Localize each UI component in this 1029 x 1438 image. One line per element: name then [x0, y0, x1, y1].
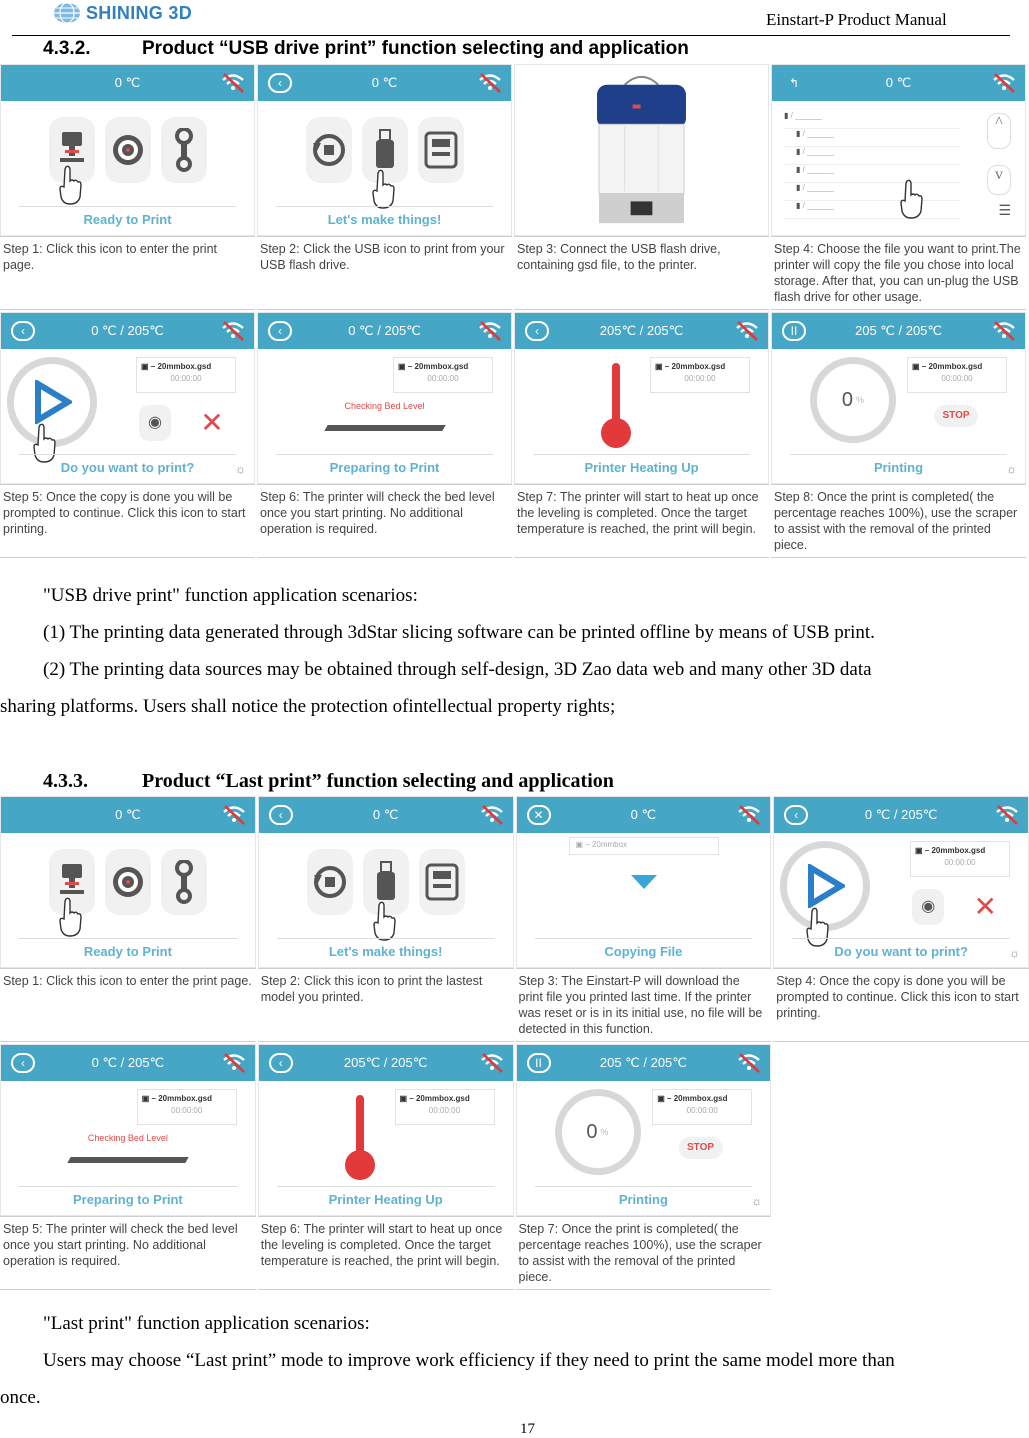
pointer-hand-icon — [31, 423, 57, 463]
wifi-off-icon — [220, 319, 246, 343]
download-arrow-icon — [629, 873, 659, 891]
usb-scenario-2-cont: sharing platforms. Users shall notice the protection ofintellectual property rights; — [0, 696, 616, 717]
usb-scenario-1: (1) The printing data generated through 3dStar slicing software can be printed offline by means of USB print. — [43, 622, 875, 643]
back-button[interactable]: ‹ — [11, 321, 35, 341]
section-title: Product “Last print” function selecting and application — [142, 770, 614, 792]
wifi-off-icon — [221, 803, 247, 827]
file-info-box: ▣ – 20mmbox.gsd 00:00:00 — [136, 357, 236, 393]
step-caption: Step 1: Click this icon to enter the print page. — [0, 968, 256, 1042]
pointer-hand-icon — [371, 901, 397, 941]
temperature-readout: 205 ℃ / 205℃ — [854, 323, 943, 338]
step-caption: Step 4: Choose the file you want to print.The printer will copy the file you chose into local storage. After that, you can un-plug the USB flash drive for other usage. — [771, 236, 1026, 310]
status-bar — [259, 797, 513, 833]
progress-ring: 0 % — [555, 1089, 641, 1175]
file-info-box: ▣ – 20mmbox.gsd 00:00:00 — [395, 1089, 495, 1125]
label-divider — [533, 454, 750, 455]
temperature-readout: 0 ℃ — [115, 807, 141, 822]
label-divider — [535, 1186, 753, 1187]
wifi-off-icon — [221, 1051, 247, 1075]
temperature-readout: 0 ℃ / 205℃ — [864, 807, 938, 822]
back-button[interactable]: ‹ — [269, 805, 293, 825]
pointer-hand-icon — [804, 907, 830, 947]
temperature-readout: 0 ℃ — [372, 807, 399, 822]
temperature-readout: 205℃ / 205℃ — [343, 1055, 428, 1070]
file-info-box: ▣ – 20mmbox.gsd 00:00:00 — [652, 1089, 752, 1125]
scroll-up-icon[interactable]: ^ — [987, 113, 1011, 149]
status-bar — [259, 1045, 513, 1081]
wifi-off-icon — [991, 319, 1017, 343]
settings-icon[interactable]: ☼ — [751, 1194, 763, 1208]
progress-value: 0 — [586, 1120, 598, 1143]
wifi-off-icon — [991, 71, 1017, 95]
printer-screen — [514, 312, 769, 484]
cancel-icon[interactable]: ✕ — [973, 891, 997, 922]
printer-photo — [515, 65, 768, 235]
stop-button[interactable]: STOP — [934, 405, 978, 427]
step-cell — [773, 796, 1029, 1042]
list-item[interactable]: ▮ / ______ — [784, 183, 960, 201]
checking-bed-level: Checking Bed Level — [87, 1133, 168, 1143]
wifi-off-icon — [479, 803, 505, 827]
label-divider — [277, 938, 495, 939]
usb-scenario-2: (2) The printing data sources may be obtained through self-design, 3D Zao data web and many other 3D data — [43, 659, 872, 680]
header-divider — [12, 35, 1010, 36]
list-item[interactable]: ▮ / ______ — [784, 111, 960, 129]
step-cell — [0, 312, 255, 558]
temperature-readout: 0 ℃ / 205℃ — [91, 323, 164, 338]
local-storage-icon[interactable] — [418, 117, 464, 183]
filament-icon[interactable] — [105, 117, 151, 183]
step-cell — [771, 64, 1026, 310]
usb-scenarios-heading: "USB drive print" function application scenarios: — [43, 585, 418, 606]
settings-icon[interactable]: ☼ — [1006, 462, 1017, 476]
step-cell — [0, 796, 256, 1042]
stop-button[interactable]: STOP — [679, 1137, 723, 1159]
printer-screen — [257, 312, 512, 484]
step-cell — [258, 1044, 514, 1290]
pause-button[interactable]: II — [782, 321, 806, 341]
wifi-off-icon — [736, 803, 762, 827]
status-bar — [772, 65, 1025, 101]
printer-screen — [258, 796, 514, 968]
settings-icon[interactable]: ☼ — [1009, 946, 1020, 960]
status-bar — [774, 797, 1028, 833]
step-cell — [516, 796, 772, 1042]
status-bar — [258, 313, 511, 349]
printer-screen — [771, 312, 1026, 484]
last-scenario-text: Users may choose “Last print” mode to improve work efficiency if they need to print the same model more than — [43, 1350, 895, 1371]
temperature-readout: 205℃ / 205℃ — [599, 323, 684, 338]
last-scenarios-heading: "Last print" function application scenarios: — [43, 1313, 370, 1334]
label-divider — [276, 206, 493, 207]
pointer-hand-icon — [370, 169, 396, 209]
printer-screen — [257, 64, 512, 236]
last-print-icon[interactable] — [307, 849, 353, 915]
return-icon[interactable]: ↰ — [788, 76, 800, 90]
screen-label: Ready to Print — [83, 212, 172, 227]
back-button[interactable]: ‹ — [268, 321, 292, 341]
printer-screen — [0, 1044, 256, 1216]
sort-icon[interactable]: ☰ — [998, 204, 1011, 219]
pointer-hand-icon — [898, 179, 924, 219]
temperature-readout: 0 ℃ — [885, 75, 912, 90]
wifi-off-icon — [479, 1051, 505, 1075]
label-divider — [276, 454, 493, 455]
close-button[interactable]: ✕ — [527, 805, 551, 825]
status-bar — [258, 65, 511, 101]
screen-label: Printer Heating Up — [328, 1192, 443, 1207]
screen-label: Let's make things! — [327, 212, 442, 227]
file-info-box: ▣ – 20mmbox — [569, 837, 719, 855]
scroll-down-icon[interactable]: v — [987, 165, 1011, 195]
screen-label: Preparing to Print — [72, 1192, 183, 1207]
checking-bed-level: Checking Bed Level — [344, 401, 425, 411]
step-caption: Step 3: Connect the USB flash drive, containing gsd file, to the printer. — [514, 236, 769, 310]
printer-screen — [0, 312, 255, 484]
step-caption: Step 5: The printer will check the bed level once you start printing. No additional operation is required. — [0, 1216, 256, 1290]
screen-label: Printing — [873, 460, 924, 475]
temperature-readout: 0 ℃ — [630, 807, 657, 822]
file-info-box: ▣ – 20mmbox.gsd 00:00:00 — [137, 1089, 237, 1125]
step-cell — [514, 64, 769, 310]
label-divider — [535, 938, 753, 939]
back-button[interactable]: ‹ — [525, 321, 549, 341]
step-caption: Step 5: Once the copy is done you will be prompted to continue. Click this icon to start printing. — [0, 484, 255, 558]
file-info-box: ▣ – 20mmbox.gsd 00:00:00 — [650, 357, 750, 393]
globe-icon — [52, 1, 82, 25]
status-bar — [517, 797, 771, 833]
pause-button[interactable]: II — [527, 1053, 551, 1073]
status-bar — [517, 1045, 771, 1081]
status-bar — [1, 313, 254, 349]
printer-screen — [516, 796, 772, 968]
local-storage-icon[interactable] — [419, 849, 465, 915]
empty-cell — [773, 1044, 1029, 1290]
progress-value: 0 — [841, 388, 854, 411]
wrench-icon[interactable] — [161, 849, 207, 915]
wrench-icon[interactable] — [161, 117, 207, 183]
label-divider — [790, 454, 1007, 455]
settings-icon[interactable]: ☼ — [235, 462, 246, 476]
step-cell — [516, 1044, 772, 1290]
home-icons — [1, 849, 255, 915]
status-bar — [1, 797, 255, 833]
temperature-readout: 0 ℃ / 205℃ — [348, 323, 421, 338]
screen-label: Do you want to print? — [834, 944, 968, 959]
step-cell — [258, 796, 514, 1042]
pointer-hand-icon — [57, 165, 83, 205]
screen-label: Printer Heating Up — [584, 460, 699, 475]
list-item[interactable]: ▮ / ______ — [784, 201, 960, 219]
home-icons — [1, 117, 254, 183]
printer-screen — [258, 1044, 514, 1216]
list-item[interactable]: ▮ / ______ — [784, 147, 960, 165]
step-caption: Step 2: Click this icon to print the lastest model you printed. — [258, 968, 514, 1042]
label-divider — [277, 1186, 495, 1187]
screen-label: Copying File — [604, 944, 683, 959]
printer-screen — [0, 796, 256, 968]
step-cell — [257, 312, 512, 558]
label-divider — [19, 206, 236, 207]
brand-logo — [52, 0, 192, 26]
back-button[interactable]: ‹ — [11, 1053, 35, 1073]
temperature-readout: 205 ℃ / 205℃ — [599, 1055, 687, 1070]
status-bar — [1, 1045, 255, 1081]
back-button[interactable]: ‹ — [268, 73, 292, 93]
usb-print-steps-grid — [0, 64, 1026, 558]
step-cell — [257, 64, 512, 310]
step-caption: Step 6: The printer will start to heat up once the leveling is completed. Once the target temperature is reached, the print will begin. — [258, 1216, 514, 1290]
step-cell — [0, 64, 255, 310]
printer-screen — [516, 1044, 772, 1216]
wifi-off-icon — [477, 71, 503, 95]
label-divider — [19, 1186, 237, 1187]
status-bar — [772, 313, 1025, 349]
step-cell — [514, 312, 769, 558]
step-caption: Step 4: Once the copy is done you will be prompted to continue. Click this icon to start printing. — [773, 968, 1029, 1042]
progress-ring: 0 % — [810, 357, 896, 443]
thermometer-icon — [343, 1089, 377, 1185]
filament-icon[interactable]: ◉ — [139, 405, 171, 441]
file-list — [784, 111, 960, 219]
back-button[interactable]: ‹ — [269, 1053, 293, 1073]
file-info-box: ▣ – 20mmbox.gsd 00:00:00 — [910, 841, 1010, 877]
screen-label: Do you want to print? — [60, 460, 195, 475]
wifi-off-icon — [220, 71, 246, 95]
section-title: Product “USB drive print” function selecting and application — [142, 38, 689, 59]
filament-icon[interactable] — [105, 849, 151, 915]
wifi-off-icon — [736, 1051, 762, 1075]
wifi-off-icon — [994, 803, 1020, 827]
wifi-off-icon — [477, 319, 503, 343]
section-number: 4.3.3. — [43, 770, 88, 792]
temperature-readout: 0 ℃ — [114, 75, 141, 90]
pointer-hand-icon — [57, 897, 83, 937]
step-caption: Step 8: Once the print is completed( the percentage reaches 100%), use the scraper to assist with the removal of the printed piece. — [771, 484, 1026, 558]
step-caption: Step 3: The Einstart-P will download the print file you printed last time. If the printer was reset or is in its initial use, no file will be detected in this function. — [516, 968, 772, 1042]
screen-label: Printing — [618, 1192, 668, 1207]
screen-label: Let's make things! — [328, 944, 443, 959]
label-divider — [19, 454, 236, 455]
print-bed-graphic — [324, 425, 445, 431]
section-number: 4.3.2. — [43, 38, 91, 59]
list-item[interactable]: ▮ / ______ — [784, 129, 960, 147]
manual-title: Einstart-P Product Manual — [766, 10, 947, 29]
last-print-icon[interactable] — [306, 117, 352, 183]
label-divider — [792, 938, 1010, 939]
status-bar — [1, 65, 254, 101]
page-number: 17 — [520, 1421, 535, 1437]
last-print-steps-grid — [0, 796, 1029, 1290]
printer-screen — [773, 796, 1029, 968]
printer-screen — [0, 64, 255, 236]
list-item[interactable]: ▮ / ______ — [784, 165, 960, 183]
last-scenario-text-cont: once. — [0, 1387, 41, 1408]
step-cell — [771, 312, 1026, 558]
step-caption: Step 2: Click the USB icon to print from your USB flash drive. — [257, 236, 512, 310]
thermometer-icon — [599, 357, 633, 453]
print-bed-graphic — [67, 1157, 188, 1163]
step-caption: Step 7: The printer will start to heat up once the leveling is completed. Once the target temperature is reached, the print will begin. — [514, 484, 769, 558]
filament-icon[interactable]: ◉ — [912, 889, 944, 925]
printer-screen — [771, 64, 1026, 236]
step-cell — [0, 1044, 256, 1290]
label-divider — [19, 938, 237, 939]
screen-label: Preparing to Print — [329, 460, 440, 475]
brand-name: SHINING 3D — [86, 2, 193, 23]
screen-label: Ready to Print — [83, 944, 172, 959]
step-caption: Step 7: Once the print is completed( the percentage reaches 100%), use the scraper to assist with the removal of the printed piece. — [516, 1216, 772, 1290]
step-caption: Step 6: The printer will check the bed level once you start printing. No additional operation is required. — [257, 484, 512, 558]
back-button[interactable]: ‹ — [784, 805, 808, 825]
temperature-readout: 0 ℃ / 205℃ — [91, 1055, 165, 1070]
file-info-box: ▣ – 20mmbox.gsd 00:00:00 — [907, 357, 1007, 393]
cancel-icon[interactable]: ✕ — [200, 407, 224, 438]
status-bar — [515, 313, 768, 349]
wifi-off-icon — [734, 319, 760, 343]
printer-screen — [514, 64, 769, 236]
file-info-box: ▣ – 20mmbox.gsd 00:00:00 — [393, 357, 493, 393]
step-caption: Step 1: Click this icon to enter the print page. — [0, 236, 255, 310]
temperature-readout: 0 ℃ — [371, 75, 398, 90]
